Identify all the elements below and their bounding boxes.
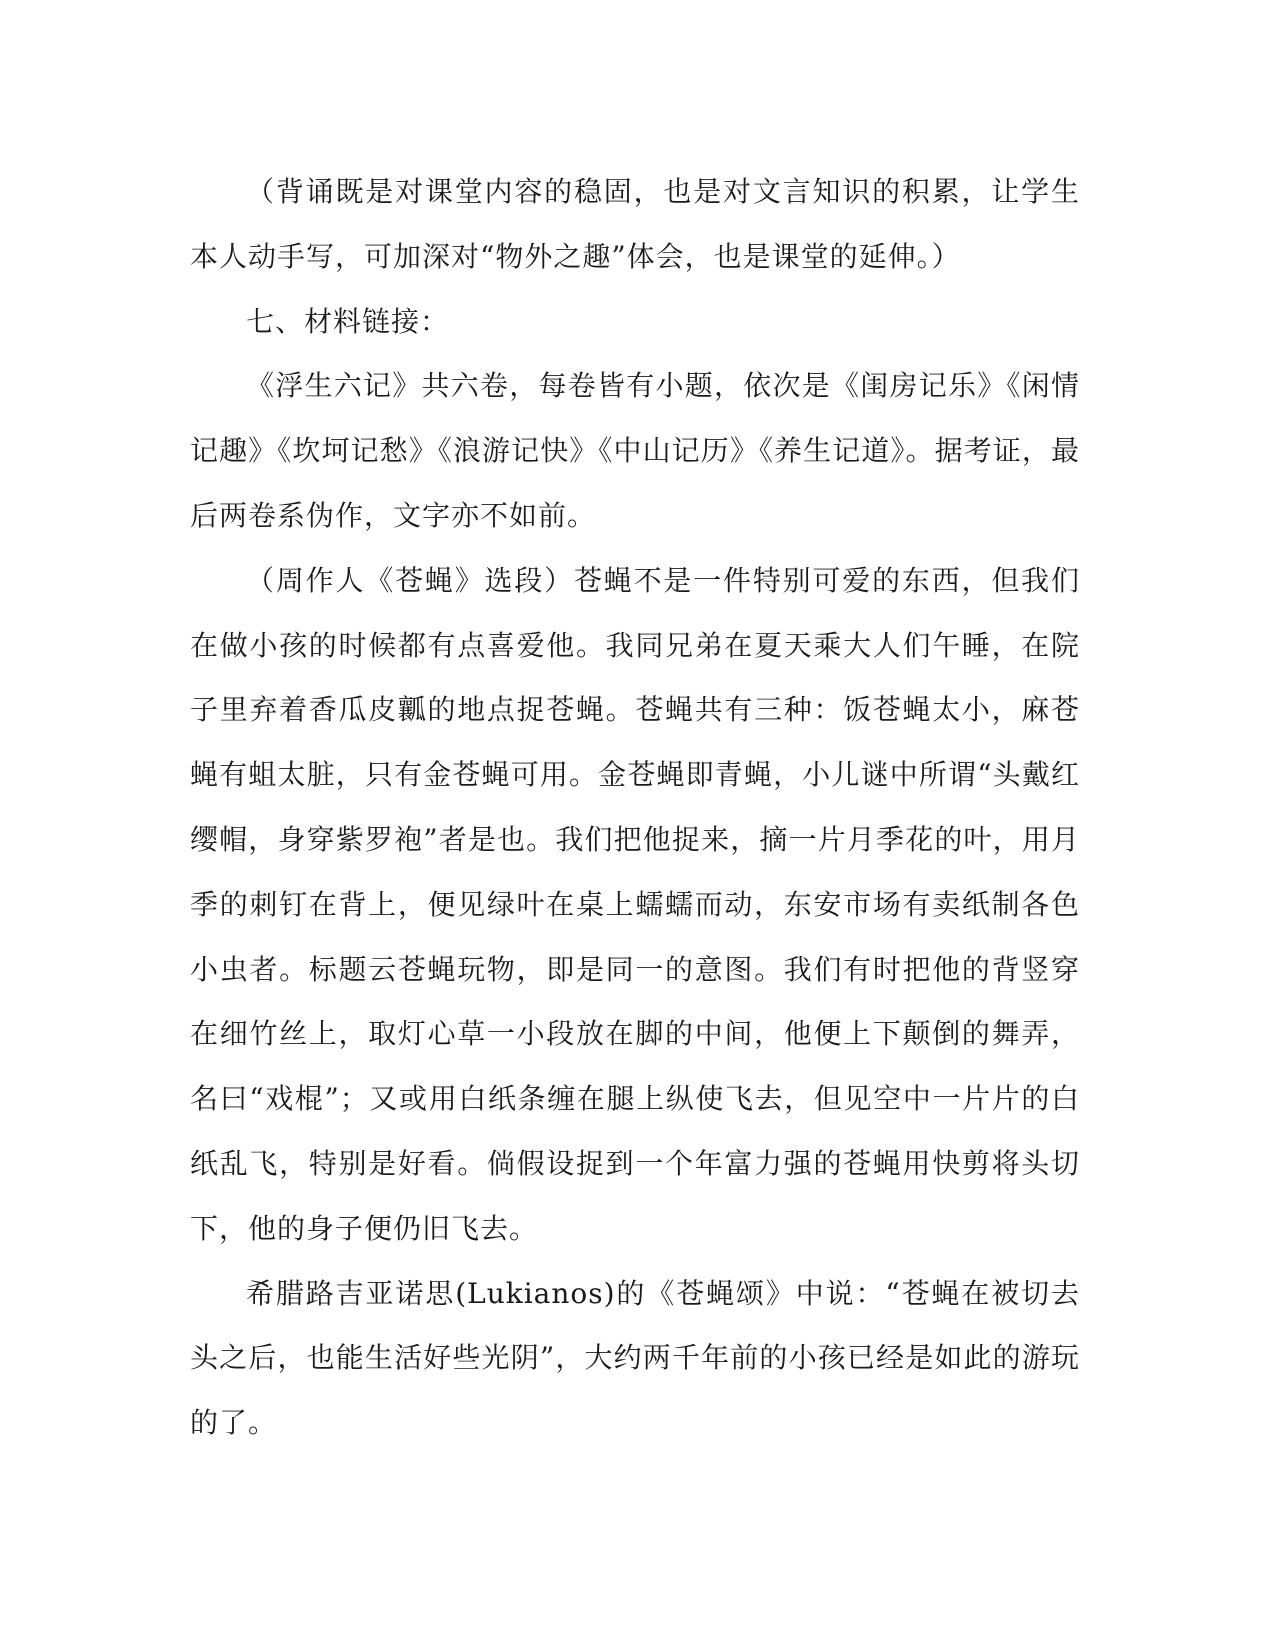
document-body (190, 160, 1080, 1456)
paragraph-fusheng-liuji: 《浮生六记》共六卷，每卷皆有小题，依次是《闺房记乐》《闲情记趣》《坎坷记愁》《浪游记快》《中山记历》《养生记道》。据考证，最后两卷系伪作，文字亦不如前。 (190, 369, 1080, 532)
paragraph-recitation-note: （背诵既是对课堂内容的稳固，也是对文言知识的积累，让学生本人动手写，可加深对“物外之趣”体会，也是课堂的延伸。） (190, 175, 1080, 273)
paragraph-lukianos: 希腊路吉亚诺思(Lukianos)的《苍蝇颂》中说：“苍蝇在被切去头之后，也能生活好些光阴”，大约两千年前的小孩已经是如此的游玩的了。 (190, 1276, 1080, 1440)
paragraph-zhou-zuoren-excerpt: （周作人《苍蝇》选段）苍蝇不是一件特别可爱的东西，但我们在做小孩的时候都有点喜爱他。我同兄弟在夏天乘大人们午睡，在院子里弃着香瓜皮瓤的地点捉苍蝇。苍蝇共有三种：饭苍蝇太小，麻苍蝇有蛆太脏，只有金苍蝇可用。金苍蝇即青蝇，小儿谜中所谓“头戴红缨帽，身穿紫罗袍”者是也。我们把他捉来，摘一片月季花的叶，用月季的刺钉在背上，便见绿叶在桌上蠕蠕而动，东安市场有卖纸制各色小虫者。标题云苍蝇玩物，即是同一的意图。我们有时把他的背竖穿在细竹丝上，取灯心草一小段放在脚的中间，他便上下颠倒的舞弄，名曰“戏棍”；又或用白纸条缠在腿上纵使飞去，但见空中一片片的白纸乱飞，特别是好看。倘假设捉到一个年富力强的苍蝇用快剪将头切下，他的身子便仍旧飞去。 (190, 563, 1080, 1245)
section-heading-material-links: 七、材料链接： (246, 304, 450, 338)
